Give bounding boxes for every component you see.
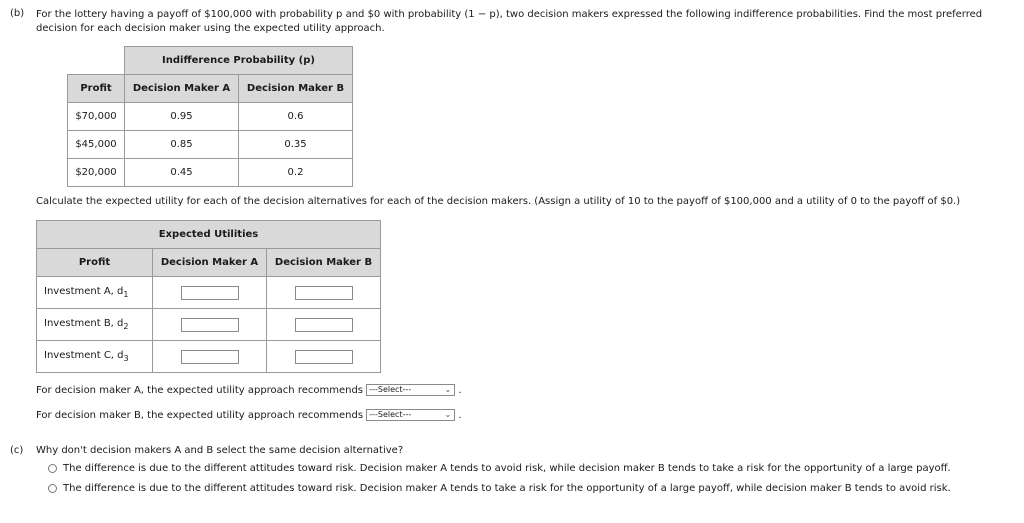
expected-utilities-super-header: Expected Utilities [37,221,381,249]
option-1[interactable] [48,463,951,474]
option-2[interactable] [48,483,951,494]
part-c-question: Why don't decision makers A and B select the same decision alternative? [36,445,404,456]
recommend-b-line [36,409,462,421]
eu-a-d1-input[interactable] [181,286,239,300]
eu-b-d1-input[interactable] [295,286,353,300]
calc-instruction: Calculate the expected utility for each of the decision alternatives for each of the decision makers. (Assign a utility of 10 to the payoff of $100,000 and a utility of 0 to the payoff of $0.) [36,196,961,207]
option-1-text: The difference is due to the different attitudes toward risk. Decision maker A tends to avoid risk, while decision maker B tends to take a risk for the opportunity of a large payoff. [63,463,951,474]
part-c-label: (c) [10,445,24,456]
dm-b-cell: 0.6 [239,103,353,131]
period: . [458,385,462,396]
table-row [68,103,353,131]
dm-a-cell: 0.95 [125,103,239,131]
eu-a-d3-input[interactable] [181,350,239,364]
radio-button[interactable] [48,464,57,473]
chevron-down-icon: ⌄ [444,385,452,394]
recommend-a-text: For decision maker A, the expected utility approach recommends [36,385,364,396]
eu-b-d3-input[interactable] [295,350,353,364]
indifference-super-header: Indifference Probability (p) [125,47,353,75]
table-row [37,341,381,373]
profit-cell: $45,000 [68,131,125,159]
col-header-profit: Profit [37,249,153,277]
recommend-b-text: For decision maker B, the expected utility approach recommends [36,410,364,421]
chevron-down-icon: ⌄ [444,410,452,419]
investment-label: Investment C, $d_3$ [37,341,153,373]
profit-cell: $70,000 [68,103,125,131]
period: . [458,410,462,421]
expected-utilities-table [36,220,381,373]
table-row [68,131,353,159]
eu-a-d2-input[interactable] [181,318,239,332]
table-row [68,159,353,187]
recommend-a-line [36,384,462,396]
table-row [37,277,381,309]
investment-label: Investment A, $d_1$ [37,277,153,309]
dm-b-cell: 0.2 [239,159,353,187]
dm-a-cell: 0.85 [125,131,239,159]
table-row [37,309,381,341]
col-header-dm-b: Decision Maker B [267,249,381,277]
col-header-profit: Profit [68,75,125,103]
col-header-dm-b: Decision Maker B [239,75,353,103]
dm-b-cell: 0.35 [239,131,353,159]
indifference-table [67,46,353,187]
recommend-a-select[interactable]: ---Select--- ⌄ [366,384,455,396]
col-header-dm-a: Decision Maker A [153,249,267,277]
investment-label: Investment B, $d_2$ [37,309,153,341]
radio-button[interactable] [48,484,57,493]
eu-b-d2-input[interactable] [295,318,353,332]
profit-cell: $20,000 [68,159,125,187]
option-2-text: The difference is due to the different attitudes toward risk. Decision maker A tends to take a risk for the opportunity of a large payoff, while decision maker B tends to avoid risk. [63,483,951,494]
recommend-b-select[interactable]: ---Select--- ⌄ [366,409,455,421]
col-header-dm-a: Decision Maker A [125,75,239,103]
part-b-label: (b) [10,8,25,19]
part-b-question: For the lottery having a payoff of $100,000 with probability p and $0 with probability (1 − p), two decision makers expressed the following indifference probabilities. Find the most preferred decision for each decision maker using the expected utility approach. [36,9,983,34]
dm-a-cell: 0.45 [125,159,239,187]
